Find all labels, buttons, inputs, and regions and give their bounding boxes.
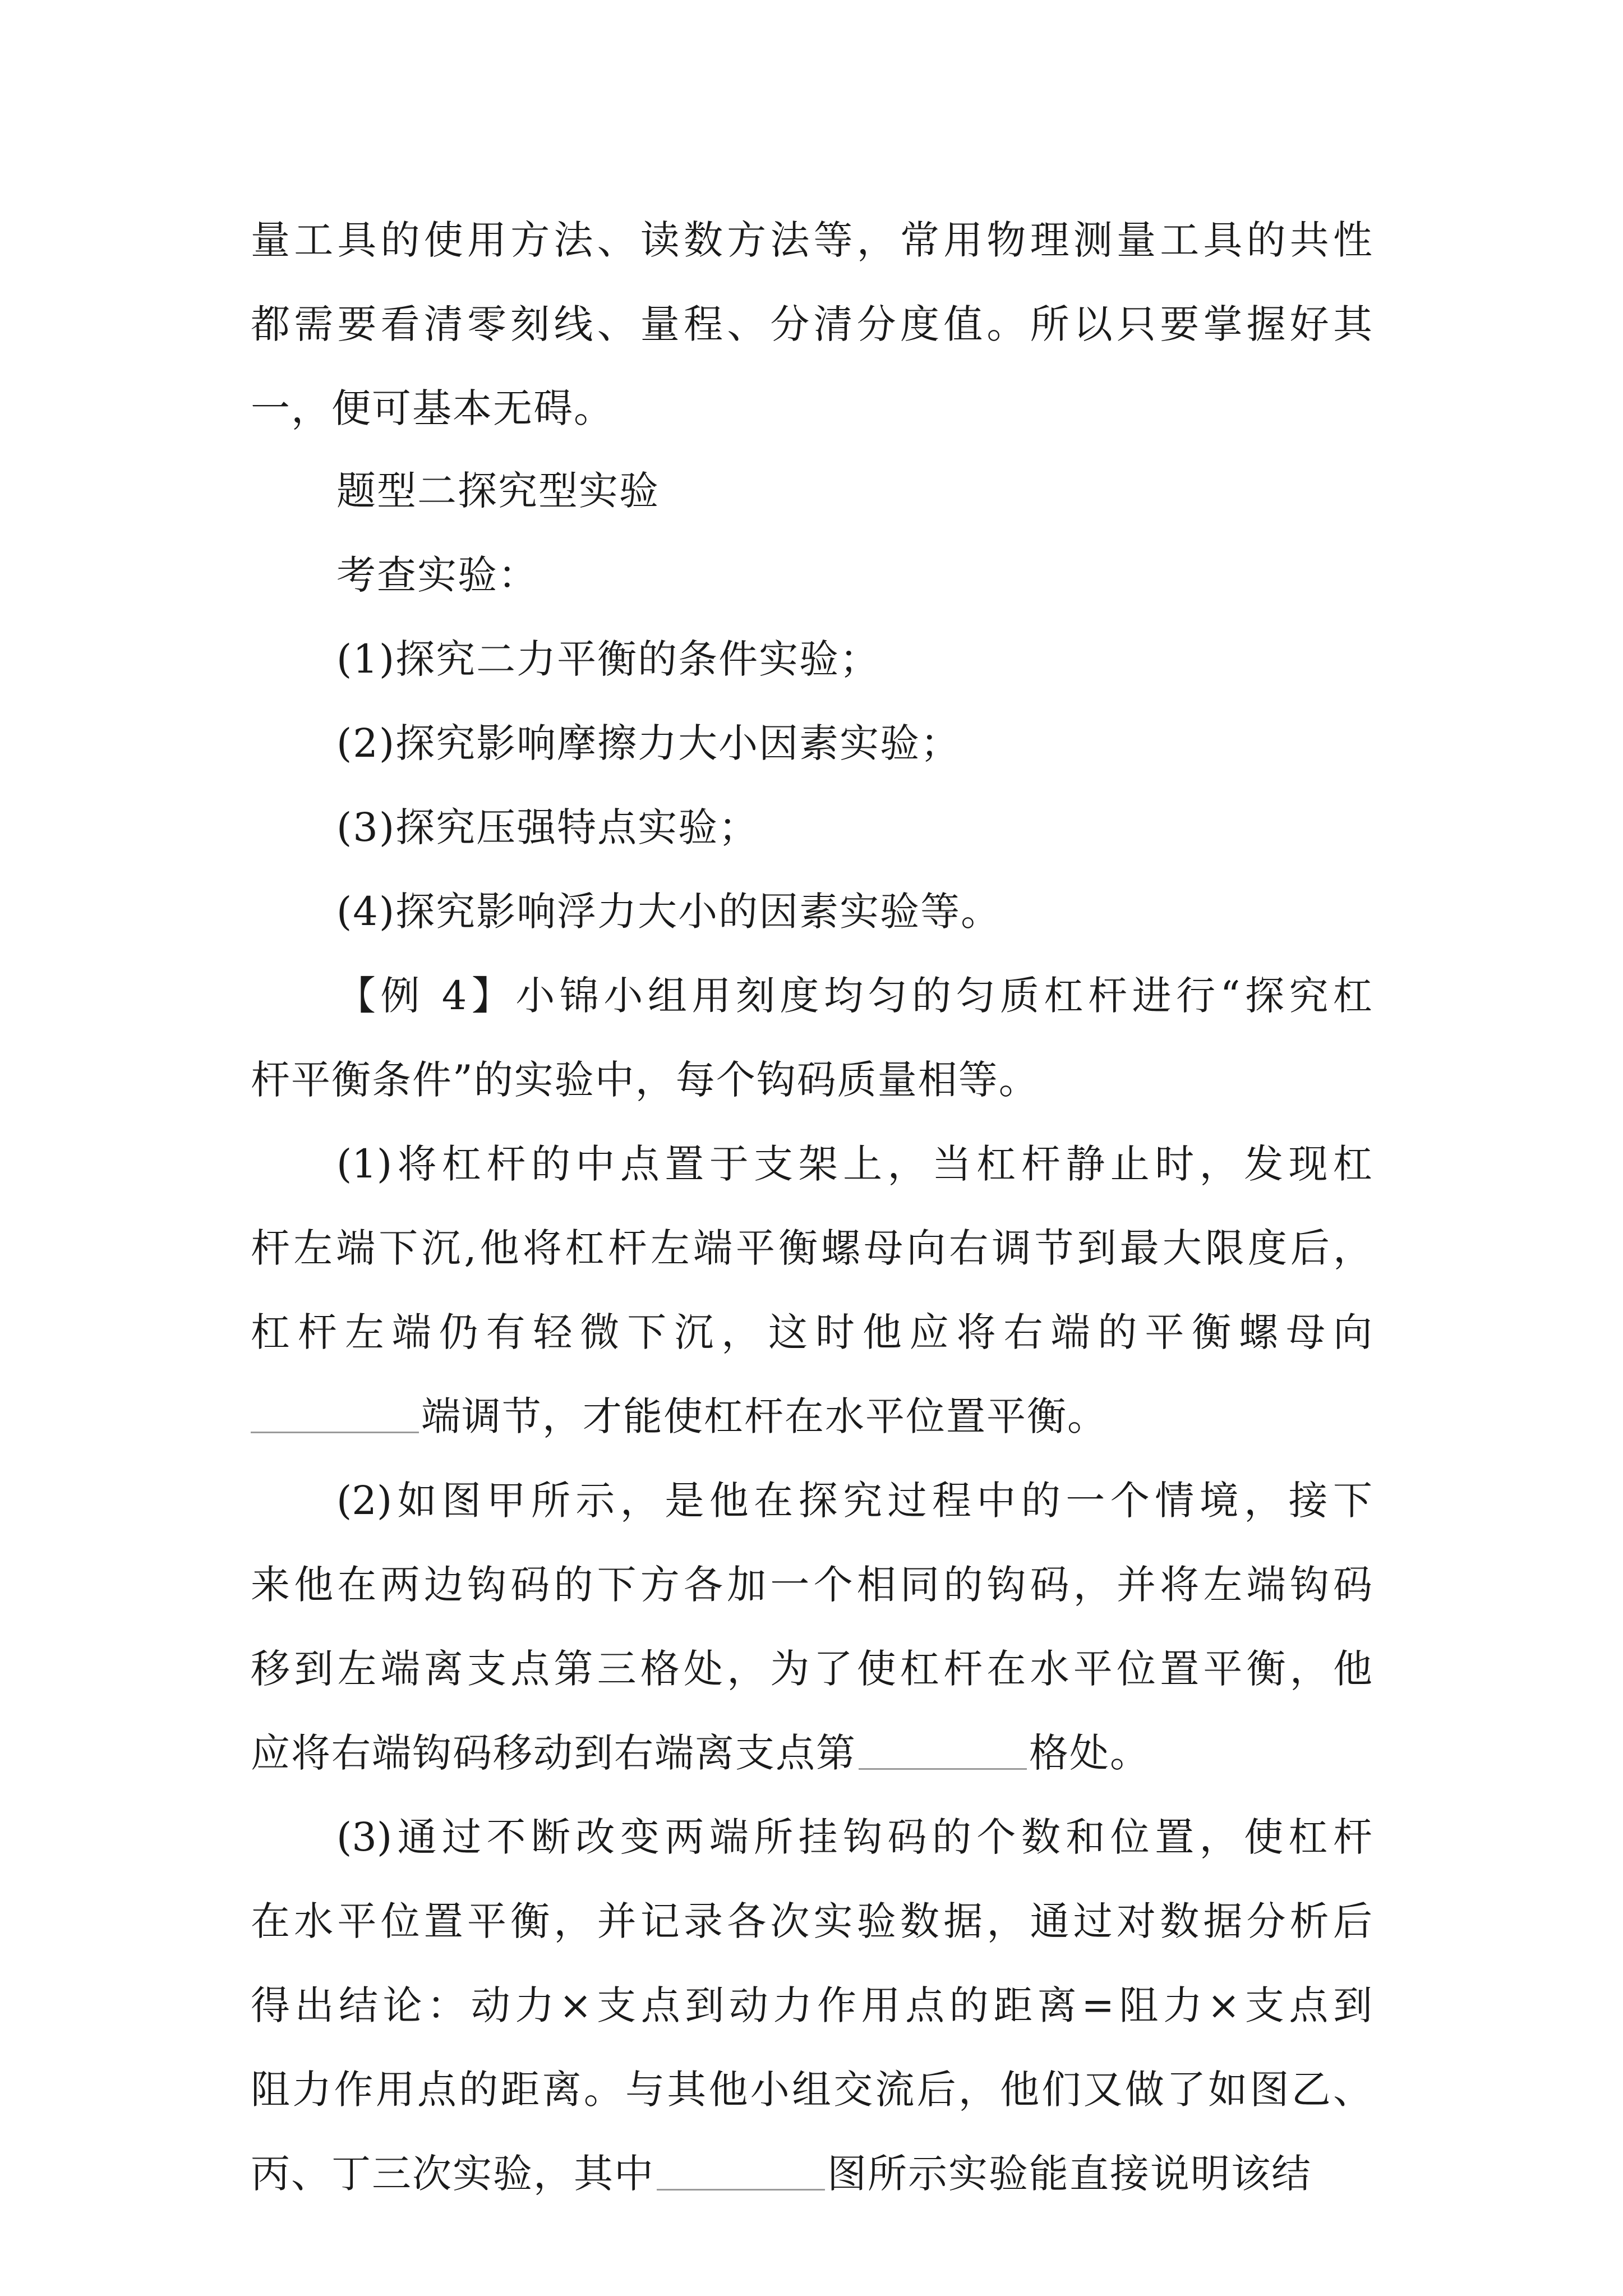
text-line: 杆左端下沉,他将杠杆左端平衡螺母向右调节到最大限度后， <box>251 1225 1372 1271</box>
text-line <box>251 1725 1150 1781</box>
section-heading: 题型二探究型实验 <box>336 468 660 514</box>
text-line: 一，便可基本无碍。 <box>251 385 614 431</box>
text-line: 得出结论：动力×支点到动力作用点的距离=阻力×支点到 <box>251 1982 1372 2028</box>
text-line: 杠杆左端仍有轻微下沉，这时他应将右端的平衡螺母向 <box>251 1309 1372 1355</box>
answer-blank[interactable] <box>859 1729 1027 1770</box>
list-item: (4)探究影响浮力大小的因素实验等。 <box>336 889 1002 935</box>
question-line: (3)通过不断改变两端所挂钩码的个数和位置，使杠杆 <box>336 1814 1372 1860</box>
text-line: 阻力作用点的距离。与其他小组交流后，他们又做了如图乙、 <box>251 2067 1372 2113</box>
text-segment: 格处。 <box>1029 1730 1150 1776</box>
text-segment: 应将右端钩码移动到右端离支点第 <box>251 1730 856 1776</box>
text-line: 在水平位置平衡，并记录各次实验数据，通过对数据分析后 <box>251 1898 1372 1944</box>
list-item: (2)探究影响摩擦力大小因素实验； <box>336 720 961 766</box>
list-item: (1)探究二力平衡的条件实验； <box>336 636 880 682</box>
text-line: 量工具的使用方法、读数方法等，常用物理测量工具的共性 <box>251 217 1372 263</box>
answer-blank[interactable] <box>251 1392 419 1433</box>
example-heading-line: 【例 4】小锦小组用刻度均匀的匀质杠杆进行“探究杠 <box>336 973 1372 1019</box>
text-line: 来他在两边钩码的下方各加一个相同的钩码，并将左端钩码 <box>251 1562 1372 1608</box>
text-line: 考查实验： <box>336 552 538 598</box>
text-line: 都需要看清零刻线、量程、分清分度值。所以只要掌握好其 <box>251 301 1372 347</box>
text-line: 杆平衡条件”的实验中，每个钩码质量相等。 <box>251 1057 1039 1103</box>
text-segment: 丙、丁三次实验，其中 <box>251 2151 654 2197</box>
text-line: 移到左端离支点第三格处，为了使杠杆在水平位置平衡，他 <box>251 1646 1372 1692</box>
text-segment: 图所示实验能直接说明该结 <box>827 2151 1312 2197</box>
text-line <box>251 2146 1312 2202</box>
answer-blank[interactable] <box>657 2150 825 2191</box>
question-line: (2)如图甲所示，是他在探究过程中的一个情境，接下 <box>336 1478 1372 1524</box>
list-item: (3)探究压强特点实验； <box>336 804 759 850</box>
question-line: (1)将杠杆的中点置于支架上，当杠杆静止时，发现杠 <box>336 1141 1372 1187</box>
text-line <box>251 1388 1108 1444</box>
text-segment: 端调节，才能使杠杆在水平位置平衡。 <box>421 1393 1108 1439</box>
